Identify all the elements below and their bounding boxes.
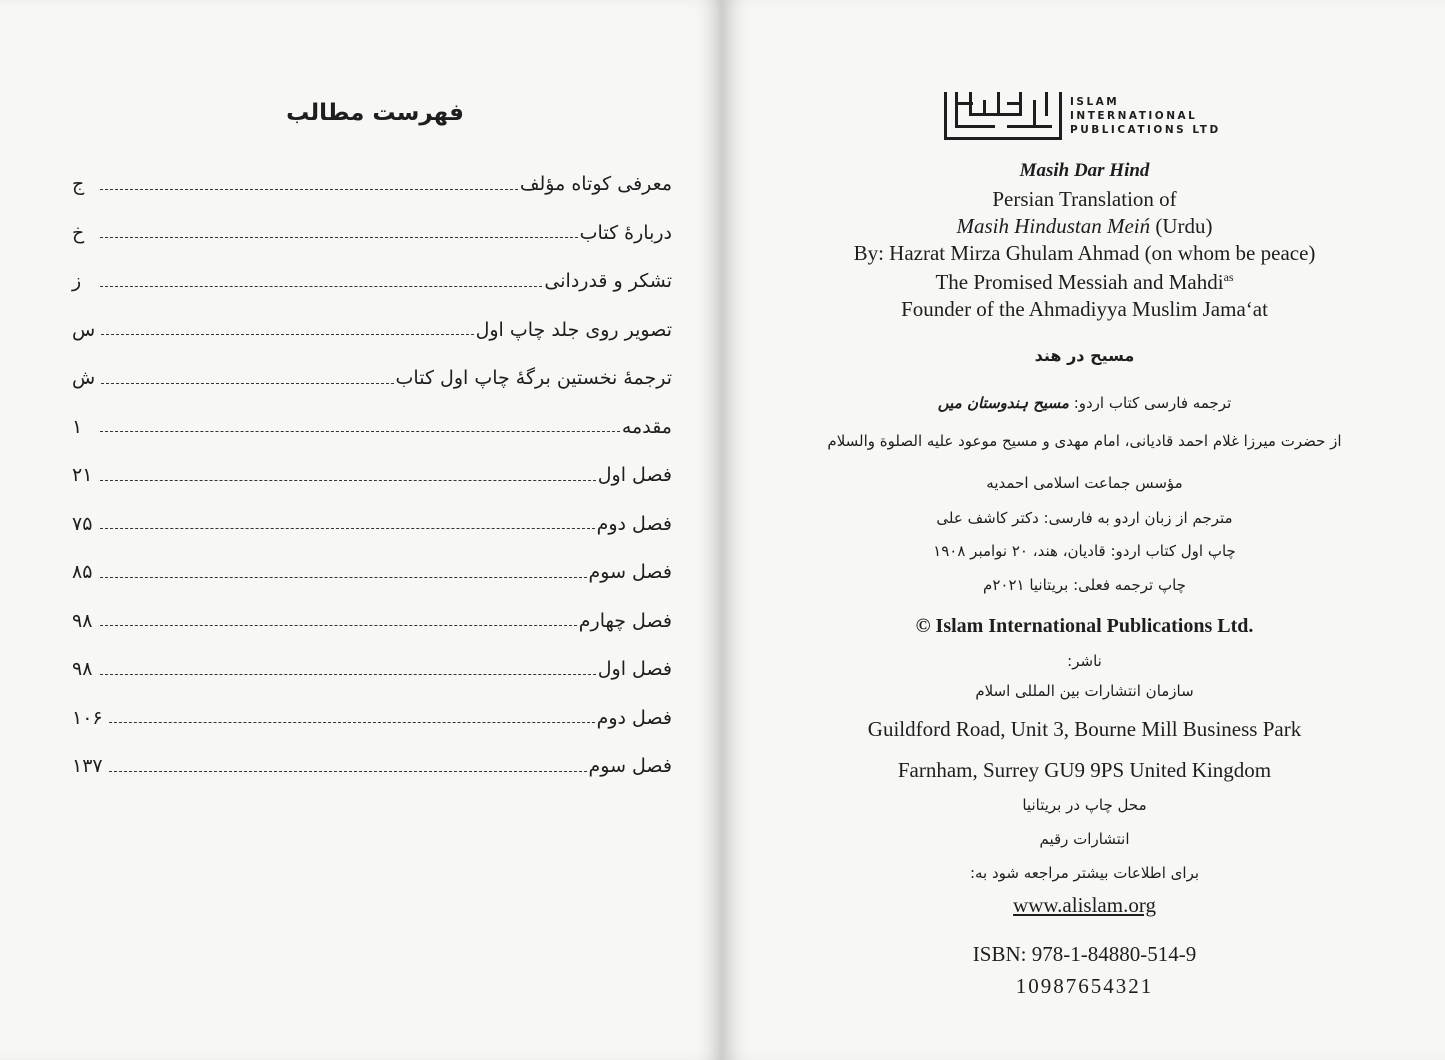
urdu-title-persian: مسیح ہندوستان میں: [937, 394, 1069, 412]
toc-entry: [72, 742, 672, 791]
toc-entry: [72, 257, 672, 306]
toc-entry: [72, 306, 672, 355]
toc-entry-title: فصل چهارم: [578, 609, 672, 632]
book-title-english: Masih Dar Hind: [1019, 160, 1150, 181]
urdu-label: (Urdu): [1150, 214, 1213, 238]
toc-entry-page: ج: [72, 173, 85, 196]
toc-entry-title: مقدمه: [621, 415, 672, 438]
address-line-1: Guildford Road, Unit 3, Bourne Mill Business Park: [867, 717, 1302, 741]
toc-entry: [72, 209, 672, 258]
toc-leader-dashes: [100, 286, 542, 287]
publisher-label-persian: ناشر:: [1067, 652, 1102, 670]
publisher-name-line3: PUBLICATIONS LTD: [1070, 124, 1221, 136]
toc-entry-title: فصل دوم: [596, 706, 672, 729]
toc-entry-page: ۱۰۶: [72, 706, 103, 729]
toc-entry-page: خ: [72, 221, 85, 244]
urdu-title: Masih Hindustan Meiń: [956, 214, 1151, 238]
promised-messiah-text: The Promised Messiah and Mahdi: [935, 270, 1224, 294]
translation-note-persian: [724, 394, 1445, 412]
toc-entry-title: فصل سوم: [588, 755, 672, 778]
toc-leader-dashes: [100, 237, 578, 238]
more-info-persian: برای اطلاعات بیشتر مراجعه شود به:: [969, 864, 1200, 882]
printed-in-persian: محل چاپ در بریتانیا: [1022, 796, 1147, 814]
toc-leader-dashes: [100, 480, 596, 481]
toc-leader-dashes: [100, 431, 620, 432]
toc-entry-title: فصل اول: [597, 658, 672, 681]
toc-leader-dashes: [109, 722, 595, 723]
website-link[interactable]: www.alislam.org: [1013, 893, 1156, 917]
translator-persian: مترجم از زبان اردو به فارسی: دکتر کاشف علی: [936, 509, 1233, 527]
toc-entry-page: ۲۱: [72, 464, 93, 487]
isbn: ISBN: 978-1-84880-514-9: [972, 942, 1197, 966]
toc-entry: [72, 451, 672, 500]
toc-entry: [72, 645, 672, 694]
toc-entry-page: ۱۳۷: [72, 755, 103, 778]
honorific-superscript: as: [1223, 270, 1234, 284]
book-title-persian: مسیح در هند: [1034, 346, 1135, 365]
toc-entry: [72, 160, 672, 209]
toc-leader-dashes: [100, 528, 595, 529]
toc-entry-title: فصل اول: [597, 464, 672, 487]
toc-leader-dashes: [101, 383, 393, 384]
table-of-contents-page: [0, 0, 722, 1060]
toc-entry-title: فصل سوم: [588, 561, 672, 584]
translation-note: Persian Translation of: [992, 187, 1177, 211]
toc-entry-title: ترجمهٔ نخستین برگهٔ چاپ اول کتاب: [395, 367, 672, 390]
toc-leader-dashes: [100, 625, 577, 626]
toc-entry-page: ۷۵: [72, 512, 93, 535]
current-edition-persian: چاپ ترجمه فعلی: بریتانیا ۲۰۲۱م: [983, 576, 1186, 594]
toc-entry-page: س: [72, 318, 96, 341]
printer-persian: انتشارات رقیم: [1039, 830, 1130, 848]
toc-entry: [72, 403, 672, 452]
toc-entry: [72, 597, 672, 646]
author-english: By: Hazrat Mirza Ghulam Ahmad (on whom be peace): [853, 241, 1316, 265]
urdu-title-line: [724, 214, 1445, 239]
kufic-calligraphy-logo-icon: [944, 92, 1062, 140]
founder-persian: مؤسس جماعت اسلامی احمدیه: [986, 474, 1183, 492]
toc-leader-dashes: [100, 674, 596, 675]
publisher-persian: سازمان انتشارات بین المللی اسلام: [975, 682, 1194, 700]
print-line: 10987654321: [1015, 974, 1154, 998]
toc-entry-page: ۸۵: [72, 561, 93, 584]
author-persian: از حضرت میرزا غلام احمد قادیانی، امام مهدی و مسیح موعود علیه الصلوة والسلام: [827, 432, 1342, 450]
first-edition-persian: چاپ اول کتاب اردو: قادیان، هند، ۲۰ نوامبر ۱۹۰۸: [933, 542, 1236, 560]
publisher-name-line2: INTERNATIONAL: [1070, 110, 1198, 122]
address-line-2: Farnham, Surrey GU9 9PS United Kingdom: [897, 758, 1272, 782]
toc-entry-page: ۱: [72, 415, 83, 438]
toc-entry-title: تشکر و قدردانی: [544, 270, 672, 293]
toc-entry-title: دربارهٔ کتاب: [579, 221, 672, 244]
publisher-name: [1070, 95, 1221, 137]
promised-messiah-line: [724, 270, 1445, 295]
toc-heading: فهرست مطالب: [286, 100, 464, 126]
publisher-name-line1: ISLAM: [1070, 96, 1120, 108]
toc-entry-page: ۹۸: [72, 609, 93, 632]
toc-leader-dashes: [101, 334, 473, 335]
toc-entry-title: تصویر روی جلد چاپ اول: [475, 318, 672, 341]
toc-entry-page: ش: [72, 367, 96, 390]
toc-leader-dashes: [109, 771, 587, 772]
toc-entry: [72, 500, 672, 549]
toc-leader-dashes: [100, 189, 518, 190]
toc-entry: [72, 354, 672, 403]
translation-label-persian: ترجمه فارسی کتاب اردو:: [1073, 394, 1232, 412]
toc-entry: [72, 548, 672, 597]
toc-entry-title: معرفی کوتاه مؤلف: [519, 173, 672, 196]
toc-list: [72, 160, 672, 791]
founder-english: Founder of the Ahmadiyya Muslim Jama‘at: [901, 297, 1268, 321]
toc-entry-page: ز: [72, 270, 82, 293]
toc-entry: [72, 694, 672, 743]
copyright-notice: © Islam International Publications Ltd.: [915, 615, 1254, 637]
toc-entry-page: ۹۸: [72, 658, 93, 681]
publisher-logo: [944, 92, 1221, 140]
toc-entry-title: فصل دوم: [596, 512, 672, 535]
toc-leader-dashes: [100, 577, 587, 578]
